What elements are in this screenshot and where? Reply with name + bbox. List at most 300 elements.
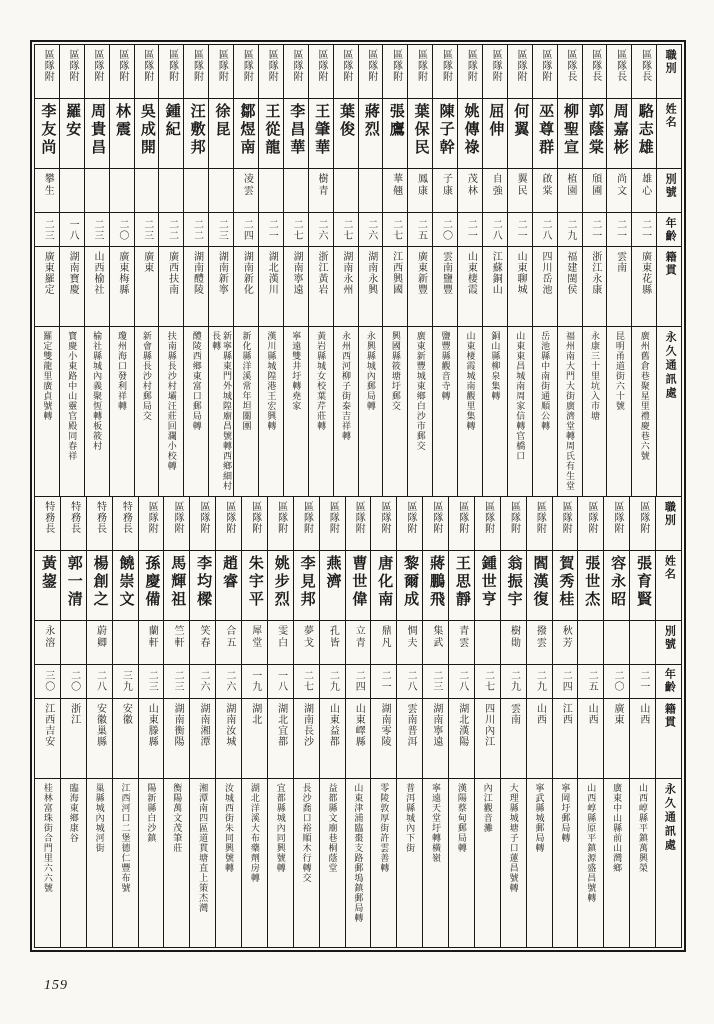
- address-cell: [423, 779, 448, 948]
- age-text: 二五: [415, 218, 427, 241]
- alias-text: 鼎凡: [379, 624, 391, 649]
- row-label-cell: [657, 169, 681, 213]
- position-text: 區隊附: [116, 49, 128, 82]
- address-text: 宜都縣城內同興號轉: [275, 782, 286, 873]
- name-text: 何翼: [512, 103, 529, 139]
- name-cell: [110, 99, 134, 169]
- alias-text: 啟棠: [540, 173, 551, 197]
- person-column: [208, 45, 233, 496]
- address-text: 鹽豐縣觀音寺轉: [440, 331, 451, 401]
- age-cell: [508, 213, 532, 247]
- name-cell: [164, 551, 189, 621]
- name-text: 朱宇平: [246, 554, 263, 609]
- age-cell: [309, 213, 333, 247]
- native-cell: [242, 699, 267, 779]
- native-cell: [583, 247, 607, 327]
- native-cell: [234, 247, 258, 327]
- age-text: 二〇: [116, 218, 128, 241]
- name-cell: [408, 99, 432, 169]
- native-text: 廣東花縣: [639, 251, 651, 295]
- address-cell: [209, 327, 233, 496]
- name-cell: [359, 99, 383, 169]
- position-text: 區隊長: [589, 49, 601, 82]
- name-cell: [607, 99, 631, 169]
- alias-text: 青雲: [456, 624, 468, 649]
- age-cell: [449, 665, 474, 699]
- alias-text: 華翹: [390, 173, 402, 197]
- address-text: 巢縣城內城河街: [94, 782, 105, 853]
- native-text: 安徽巢縣: [94, 702, 106, 747]
- position-text: 區隊附: [197, 500, 209, 534]
- age-cell: [110, 213, 134, 247]
- name-cell: [190, 551, 215, 621]
- address-text: 永康三十里坑入市塘: [589, 331, 600, 421]
- position-cell: [383, 45, 407, 99]
- native-cell: [61, 699, 86, 779]
- position-cell: [259, 45, 283, 99]
- alias-cell: [184, 169, 208, 213]
- name-text: 鍾紀: [163, 103, 180, 139]
- alias-text: 孔皆: [327, 624, 339, 649]
- name-text: 王肇華: [313, 103, 330, 157]
- position-cell: [607, 45, 631, 99]
- row-label: 職別: [664, 49, 677, 75]
- position-cell: [209, 45, 233, 99]
- age-cell: [242, 665, 267, 699]
- position-cell: [475, 497, 500, 551]
- age-text: 二一: [614, 218, 626, 241]
- alias-cell: [35, 169, 59, 213]
- native-text: 湖北漢川: [266, 251, 278, 295]
- address-text: 山西崞縣原平鎮源盛昌號轉: [586, 782, 597, 903]
- alias-text: 合五: [223, 624, 235, 649]
- row-label-cell: [656, 497, 681, 551]
- native-cell: [60, 247, 84, 327]
- position-cell: [449, 497, 474, 551]
- position-cell: [483, 45, 507, 99]
- name-cell: [383, 99, 407, 169]
- position-cell: [284, 45, 308, 99]
- alias-cell: [508, 169, 532, 213]
- native-text: 廣東新豐: [415, 251, 427, 295]
- position-cell: [216, 497, 241, 551]
- address-text: 山東棲霞城南觀里集轉: [465, 331, 476, 431]
- name-cell: [35, 551, 60, 621]
- alias-cell: [346, 621, 371, 665]
- age-text: 二一: [515, 218, 527, 241]
- person-column: [319, 497, 345, 948]
- age-text: 二一: [465, 218, 477, 241]
- position-cell: [408, 45, 432, 99]
- address-text: 廣州舊倉巷聚星里禮慶巷六號: [639, 331, 650, 461]
- name-cell: [268, 551, 293, 621]
- name-cell: [346, 551, 371, 621]
- alias-cell: [190, 621, 215, 665]
- age-text: 二一: [639, 218, 651, 241]
- native-cell: [216, 699, 241, 779]
- age-text: 二〇: [611, 670, 623, 692]
- row-label: 永久通訊處: [664, 331, 677, 401]
- address-cell: [35, 327, 59, 496]
- alias-cell: [423, 621, 448, 665]
- name-cell: [216, 551, 241, 621]
- address-cell: [190, 779, 215, 948]
- address-text: 新寧縣東門外城隍廟昌號轉西鄉細村長轉: [211, 331, 232, 491]
- position-cell: [346, 497, 371, 551]
- age-text: 二九: [564, 218, 576, 241]
- person-column: [60, 497, 86, 948]
- position-text: 區隊附: [415, 49, 427, 82]
- address-cell: [397, 779, 422, 948]
- native-cell: [449, 699, 474, 779]
- alias-cell: [216, 621, 241, 665]
- age-cell: [632, 213, 656, 247]
- row-label: 籍貫: [663, 702, 676, 729]
- age-cell: [607, 213, 631, 247]
- row-label-cell: [656, 779, 681, 948]
- age-text: 二八: [456, 670, 468, 692]
- row-label-cell: [656, 551, 681, 621]
- age-text: 二六: [315, 218, 327, 241]
- person-column: [134, 45, 159, 496]
- alias-cell: [583, 169, 607, 213]
- person-column: [84, 45, 109, 496]
- person-column: [308, 45, 333, 496]
- position-text: 區隊附: [146, 500, 158, 534]
- row-label: 別號: [663, 624, 676, 651]
- address-text: 寧岡圩郵局轉: [560, 782, 571, 843]
- person-column: [532, 45, 557, 496]
- alias-cell: [320, 621, 345, 665]
- alias-cell: [159, 169, 183, 213]
- alias-text: 立青: [353, 624, 365, 649]
- name-cell: [553, 551, 578, 621]
- alias-cell: [383, 169, 407, 213]
- name-cell: [533, 99, 557, 169]
- age-text: 二五: [586, 670, 598, 692]
- address-text: 長沙喬口裕順木行轉交: [301, 782, 312, 883]
- position-cell: [371, 497, 396, 551]
- age-cell: [458, 213, 482, 247]
- name-text: 饒崇文: [117, 554, 134, 609]
- native-text: 湖南汝城: [223, 702, 235, 747]
- alias-text: 雯白: [275, 624, 287, 649]
- name-text: 張鷹: [387, 103, 404, 139]
- native-cell: [508, 247, 532, 327]
- age-text: 二六: [365, 218, 377, 241]
- alias-text: 永溶: [42, 624, 54, 649]
- position-text: 區隊附: [249, 500, 261, 534]
- position-cell: [501, 497, 526, 551]
- native-cell: [268, 699, 293, 779]
- address-cell: [458, 327, 482, 496]
- native-text: 浙江永康: [589, 251, 601, 295]
- age-cell: [346, 665, 371, 699]
- row-label-column: [655, 497, 681, 948]
- position-cell: [508, 45, 532, 99]
- position-text: 區隊附: [637, 500, 649, 534]
- position-cell: [433, 45, 457, 99]
- native-cell: [334, 247, 358, 327]
- native-cell: [408, 247, 432, 327]
- native-cell: [284, 247, 308, 327]
- address-text: 醴陵西鄉東富口郵局轉: [191, 331, 202, 431]
- age-text: 二三: [430, 670, 442, 692]
- person-column: [163, 497, 189, 948]
- address-text: 大理縣城塘子口蓮昌號轉: [508, 782, 519, 893]
- name-text: 郭蔭棠: [586, 103, 603, 157]
- alias-cell: [397, 621, 422, 665]
- name-text: 鄒煜南: [238, 103, 255, 157]
- row-label: 永久通訊處: [663, 782, 676, 853]
- alias-cell: [87, 621, 112, 665]
- native-text: 四川內江: [482, 702, 494, 747]
- person-column: [606, 45, 631, 496]
- native-text: 山西榆社: [91, 251, 103, 295]
- native-text: 湖南零陵: [379, 702, 391, 747]
- address-text: 漢陽蔡甸郵局轉: [456, 782, 467, 853]
- alias-cell: [558, 169, 582, 213]
- address-text: 山西崞縣平鎮萬興榮: [637, 782, 648, 873]
- address-cell: [110, 327, 134, 496]
- position-cell: [632, 45, 656, 99]
- person-column: [457, 45, 482, 496]
- person-column: [358, 45, 383, 496]
- person-column: [189, 497, 215, 948]
- name-cell: [209, 99, 233, 169]
- position-text: 區隊附: [390, 49, 402, 82]
- page-number: 159: [44, 978, 68, 993]
- name-text: 葉俊: [338, 103, 354, 139]
- native-text: 湖南長沙: [301, 702, 313, 747]
- name-text: 李友尚: [39, 103, 56, 157]
- person-column: [293, 497, 319, 948]
- person-column: [557, 45, 582, 496]
- person-column: [333, 45, 358, 496]
- alias-text: 竺軒: [172, 624, 184, 649]
- person-column: [158, 45, 183, 496]
- native-cell: [35, 699, 60, 779]
- age-text: 二一: [589, 218, 601, 241]
- row-label: 籍貫: [664, 251, 677, 277]
- alias-cell: [359, 169, 383, 213]
- age-cell: [553, 665, 578, 699]
- position-cell: [234, 45, 258, 99]
- position-text: 區隊附: [353, 500, 365, 534]
- native-cell: [259, 247, 283, 327]
- native-cell: [209, 247, 233, 327]
- address-text: 普洱縣城內下街: [405, 782, 416, 853]
- age-cell: [558, 213, 582, 247]
- person-column: [112, 497, 138, 948]
- position-text: 區隊附: [379, 500, 391, 534]
- address-text: 益都縣文廟巷桐蔭堂: [327, 782, 338, 873]
- name-cell: [61, 551, 86, 621]
- native-text: 山東嶧縣: [353, 702, 365, 747]
- age-cell: [284, 213, 308, 247]
- position-text: 區隊附: [191, 49, 203, 82]
- alias-cell: [113, 621, 138, 665]
- address-text: 興國縣筱塘圩郵交: [390, 331, 401, 411]
- age-text: 二七: [482, 670, 494, 692]
- age-text: 二一: [266, 218, 278, 241]
- name-cell: [433, 99, 457, 169]
- position-cell: [553, 497, 578, 551]
- name-text: 姚傳祿: [462, 103, 479, 157]
- person-column: [448, 497, 474, 948]
- native-text: 山東滕縣: [146, 702, 158, 747]
- name-text: 李昌華: [288, 103, 305, 157]
- address-cell: [483, 327, 507, 496]
- position-text: 區隊附: [67, 49, 79, 82]
- address-text: 江西河口二堡德仁豐布號: [120, 782, 131, 893]
- row-label-column: [656, 45, 681, 496]
- position-text: 區隊附: [560, 500, 572, 534]
- native-cell: [359, 247, 383, 327]
- age-text: 一九: [249, 670, 261, 692]
- address-text: 新化縣洋溪常年坦關團: [241, 331, 252, 431]
- person-column: [552, 497, 578, 948]
- native-cell: [113, 699, 138, 779]
- native-text: 湖北宜都: [275, 702, 287, 747]
- position-text: 區隊附: [404, 500, 416, 534]
- address-text: 山東東昌城南周家信轉官橋口: [515, 331, 526, 461]
- age-cell: [216, 665, 241, 699]
- name-cell: [483, 99, 507, 169]
- address-text: 扶南縣長沙村壩汪莊回瀾小校轉: [166, 331, 177, 471]
- position-text: 區隊附: [275, 500, 287, 534]
- alias-text: 惆夫: [404, 624, 416, 649]
- address-cell: [159, 327, 183, 496]
- position-text: 區隊附: [241, 49, 253, 82]
- address-text: 陽新縣白沙鎮: [146, 782, 157, 843]
- position-cell: [268, 497, 293, 551]
- alias-text: 蘭軒: [146, 624, 158, 649]
- position-text: 區隊附: [42, 49, 54, 82]
- address-text: 內江觀音灘: [482, 782, 493, 833]
- position-cell: [533, 45, 557, 99]
- age-cell: [397, 665, 422, 699]
- age-cell: [35, 665, 60, 699]
- name-text: 張世杰: [583, 554, 600, 609]
- name-cell: [294, 551, 319, 621]
- name-text: 李見邦: [298, 554, 315, 609]
- position-cell: [190, 497, 215, 551]
- alias-cell: [483, 169, 507, 213]
- position-cell: [578, 497, 603, 551]
- position-text: 區隊附: [365, 49, 377, 82]
- position-cell: [423, 497, 448, 551]
- address-cell: [85, 327, 109, 496]
- position-text: 區隊附: [440, 49, 452, 82]
- position-cell: [60, 45, 84, 99]
- address-text: 瓊州海口發利祥轉: [117, 331, 128, 411]
- address-cell: [433, 327, 457, 496]
- name-cell: [35, 99, 59, 169]
- age-text: 一八: [275, 670, 287, 692]
- address-cell: [184, 327, 208, 496]
- row-label-cell: [656, 699, 681, 779]
- native-cell: [578, 699, 603, 779]
- alias-cell: [475, 621, 500, 665]
- alias-cell: [501, 621, 526, 665]
- position-cell: [113, 497, 138, 551]
- position-text: 區隊長: [639, 49, 651, 82]
- native-text: 江西: [560, 702, 572, 725]
- person-column: [500, 497, 526, 948]
- age-cell: [61, 665, 86, 699]
- position-text: 區隊附: [301, 500, 313, 534]
- person-column: [283, 45, 308, 496]
- name-cell: [458, 99, 482, 169]
- name-text: 黎爾成: [402, 554, 419, 609]
- name-cell: [184, 99, 208, 169]
- age-cell: [85, 213, 109, 247]
- name-text: 鍾世亨: [479, 554, 496, 609]
- name-text: 林震: [113, 103, 130, 139]
- row-label-cell: [657, 99, 681, 169]
- age-cell: [334, 213, 358, 247]
- alias-cell: [607, 169, 631, 213]
- age-cell: [139, 665, 164, 699]
- alias-text: 撥雲: [534, 624, 546, 649]
- age-text: 二七: [301, 670, 313, 692]
- name-text: 葉保民: [412, 103, 429, 157]
- native-cell: [383, 247, 407, 327]
- address-cell: [294, 779, 319, 948]
- native-text: 湖南醴陵: [191, 251, 203, 295]
- native-text: 湖南永興: [365, 251, 377, 295]
- position-text: 特務長: [42, 500, 54, 534]
- age-text: 二〇: [440, 218, 452, 241]
- alias-text: 凌雲: [241, 173, 253, 197]
- address-cell: [527, 779, 552, 948]
- position-cell: [159, 45, 183, 99]
- row-label: 年齡: [664, 216, 677, 243]
- position-cell: [604, 497, 629, 551]
- row-label-cell: [657, 327, 681, 496]
- person-column: [631, 45, 656, 496]
- native-cell: [397, 699, 422, 779]
- age-cell: [259, 213, 283, 247]
- native-cell: [320, 699, 345, 779]
- native-cell: [346, 699, 371, 779]
- address-cell: [408, 327, 432, 496]
- native-cell: [604, 699, 629, 779]
- address-cell: [533, 327, 557, 496]
- alias-text: 鳳康: [415, 173, 427, 197]
- age-cell: [268, 665, 293, 699]
- name-text: 周貴昌: [89, 103, 106, 157]
- name-cell: [87, 551, 112, 621]
- age-cell: [113, 665, 138, 699]
- age-cell: [433, 213, 457, 247]
- age-text: 二三: [42, 218, 54, 241]
- address-text: 寧遠天堂圩轉橫嶺: [430, 782, 441, 863]
- name-cell: [309, 99, 333, 169]
- name-cell: [604, 551, 629, 621]
- native-cell: [135, 247, 159, 327]
- person-column: [35, 45, 59, 496]
- alias-cell: [135, 169, 159, 213]
- person-column: [482, 45, 507, 496]
- native-cell: [475, 699, 500, 779]
- age-text: 二九: [508, 670, 520, 692]
- age-cell: [483, 213, 507, 247]
- person-column: [507, 45, 532, 496]
- alias-cell: [578, 621, 603, 665]
- alias-cell: [294, 621, 319, 665]
